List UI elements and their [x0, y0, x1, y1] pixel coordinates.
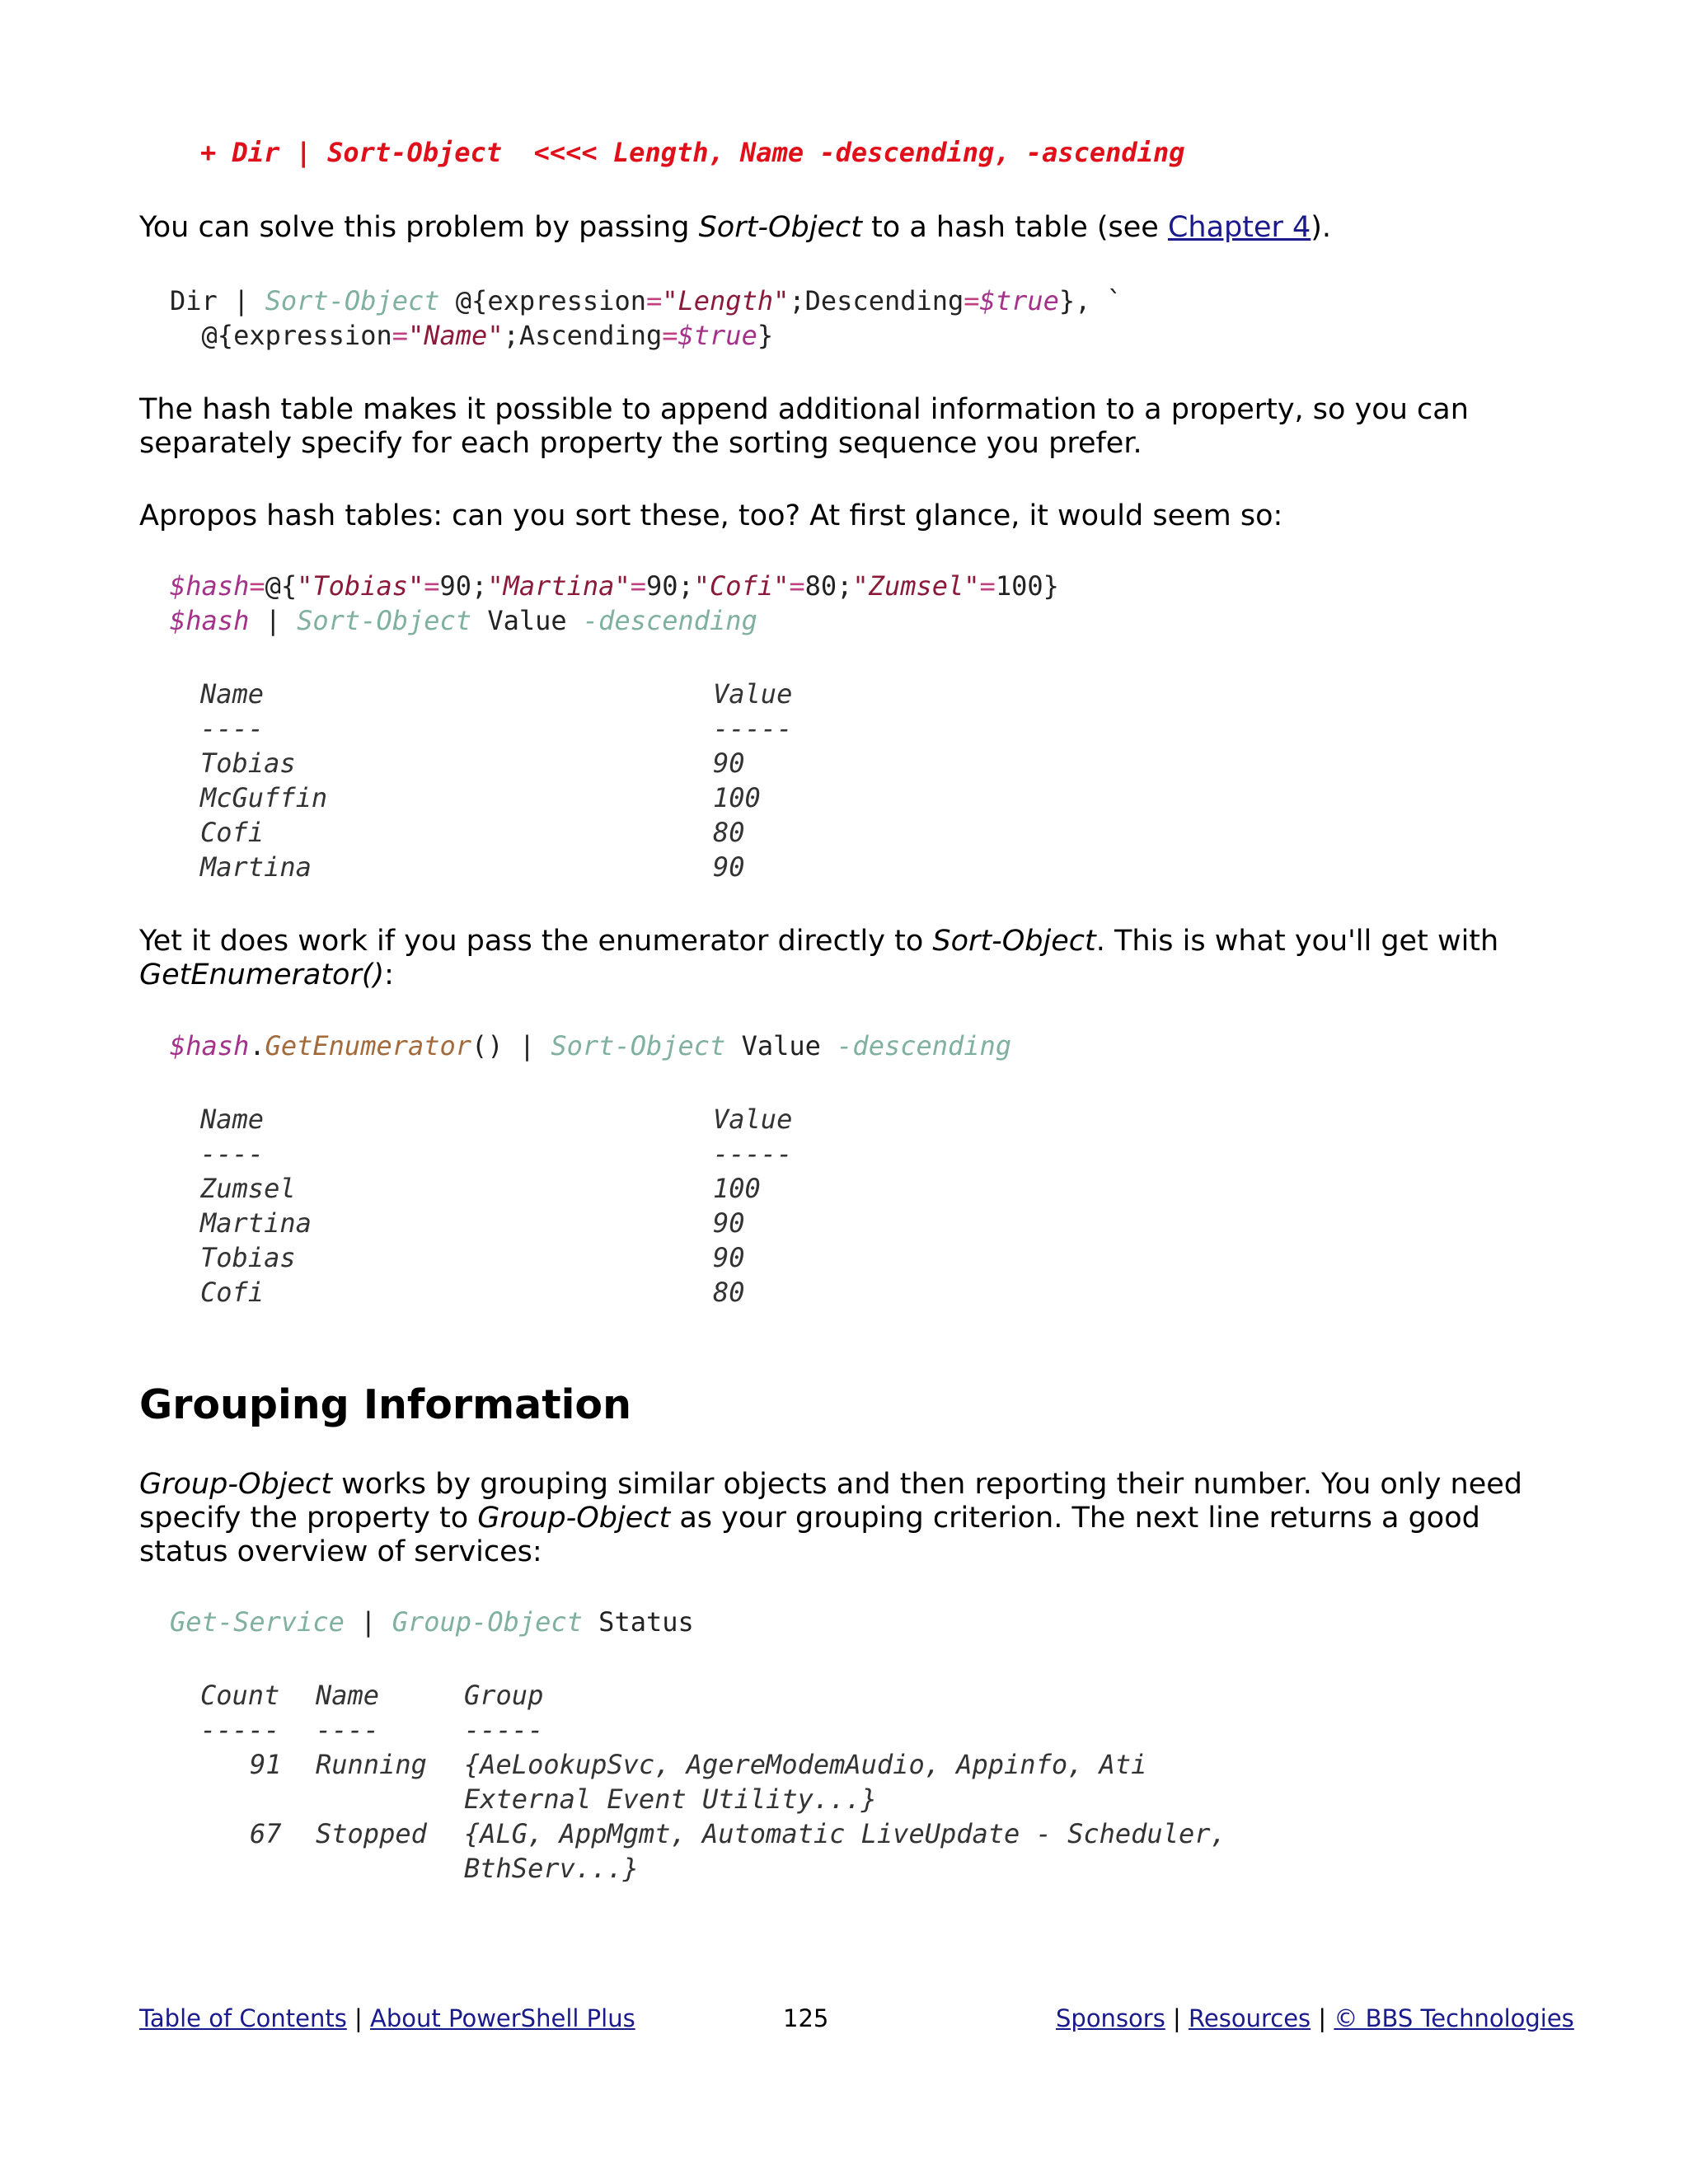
table-row-continuation: [200, 1782, 877, 1816]
code-variable: $hash: [170, 570, 250, 602]
table-underline: -----: [713, 1138, 793, 1169]
table-header-name: Name: [200, 1104, 265, 1135]
about-powershell-plus-link[interactable]: About PowerShell Plus: [370, 2004, 635, 2032]
code-text: .: [249, 1030, 265, 1062]
table-of-contents-link[interactable]: Table of Contents: [139, 2004, 347, 2032]
table-header-row: [200, 1678, 544, 1713]
paragraph-enumerator: [139, 925, 1557, 992]
table-header-value: Value: [713, 1104, 793, 1135]
table-cell-name: McGuffin: [200, 782, 328, 813]
table-row: [200, 1206, 745, 1240]
table-cell-name: Cofi: [200, 1277, 265, 1308]
p4-text-after: :: [384, 958, 394, 991]
code-operator: =: [424, 570, 440, 602]
table-cell-count: 67: [250, 1818, 282, 1849]
code-text: 100}: [995, 570, 1059, 602]
table-header-group: Group: [464, 1680, 544, 1711]
code-variable: $true: [979, 285, 1059, 316]
code-text: @{expression: [439, 285, 646, 316]
code-text: }, `: [1058, 285, 1123, 316]
table-row: [200, 1171, 761, 1206]
table-cell-value: 90: [713, 748, 745, 779]
code-parameter: -descending: [837, 1030, 1012, 1062]
table-cell-name: Zumsel: [200, 1173, 296, 1204]
table-cell-name: Martina: [200, 851, 312, 883]
table-cell-group: {AeLookupSvc, AgereModemAudio, Appinfo, Ati: [464, 1749, 1147, 1780]
code-text: |: [344, 1606, 392, 1638]
table-row: [200, 746, 745, 780]
p1-text-after: ).: [1311, 211, 1332, 244]
p4-text-before: Yet it does work if you pass the enumerator directly to: [139, 925, 933, 958]
resources-link[interactable]: Resources: [1189, 2004, 1311, 2032]
code-text: Status: [582, 1606, 694, 1638]
table-cell-name: Stopped: [316, 1818, 427, 1849]
table-cell-group: {ALG, AppMgmt, Automatic LiveUpdate - Scheduler,: [464, 1818, 1226, 1849]
table-row: [200, 1816, 1226, 1851]
code-variable: $hash: [170, 605, 250, 636]
table-cell-value: 100: [713, 782, 761, 813]
table-underline: ----: [200, 713, 265, 744]
table-row: [200, 1240, 745, 1275]
table-header-row: [200, 677, 793, 711]
code-cmdlet: Get-Service: [170, 1606, 345, 1638]
p4-text-middle: . This is what you'll get with: [1095, 925, 1499, 958]
table-header-row: [200, 1102, 793, 1137]
code-text: Dir |: [170, 285, 265, 316]
output-table-3: [200, 1678, 1226, 1886]
p5-emphasis-group-object-2: Group-Object: [477, 1502, 671, 1535]
code-operator: =: [789, 570, 805, 602]
table-underline: ----: [316, 1714, 380, 1746]
page-number: 125: [783, 2004, 829, 2032]
code-string: "Zumsel": [852, 570, 980, 602]
code-string: "Length": [662, 285, 790, 316]
table-cell-value: 80: [713, 817, 745, 848]
p4-emphasis-getenumerator: GetEnumerator(): [139, 958, 385, 991]
code-string: "Cofi": [693, 570, 790, 602]
code-block-group-object: [170, 1605, 694, 1639]
code-text: }: [757, 320, 774, 351]
footer-separator: |: [346, 2004, 371, 2032]
table-underline-row: [200, 1137, 793, 1171]
paragraph-apropos: Apropos hash tables: can you sort these, too? At first glance, it would seem so:: [139, 499, 1283, 532]
paragraph-group-object: [139, 1468, 1557, 1569]
table-underline: -----: [464, 1714, 544, 1746]
table-cell-name: Running: [316, 1749, 427, 1780]
footer-separator: |: [1311, 2004, 1334, 2032]
table-header-count: Count: [200, 1680, 280, 1711]
footer-right-links: [1056, 2004, 1574, 2033]
code-text: 90;: [645, 570, 694, 602]
p5-text-b: as your grouping criterion. The next line returns a good status overview of services:: [139, 1502, 1480, 1568]
table-row-continuation: [200, 1851, 639, 1886]
section-heading: Grouping Information: [139, 1381, 631, 1428]
table-cell-name: Tobias: [200, 748, 296, 779]
output-table-2: [200, 1102, 793, 1310]
code-operator: =: [645, 285, 663, 316]
code-block-getenumerator: [170, 1029, 1011, 1063]
code-text: Value: [471, 605, 583, 636]
code-text: ;Ascending: [503, 320, 663, 351]
table-cell-group: External Event Utility...}: [464, 1783, 877, 1815]
code-text: 90;: [439, 570, 488, 602]
code-string: "Martina": [487, 570, 631, 602]
table-underline: -----: [200, 1714, 280, 1746]
table-cell-value: 90: [713, 1207, 745, 1239]
paragraph-sort-hash: [139, 211, 1557, 245]
p5-text-a: works by grouping similar objects and then reporting their number. You only need specify the property to: [139, 1468, 1523, 1535]
code-operator: =: [662, 320, 678, 351]
code-parameter: -descending: [582, 605, 757, 636]
paragraph-hash-table-explanation: The hash table makes it possible to append additional information to a property, so you can separately specify for each property the sorting sequence you prefer.: [139, 393, 1469, 460]
code-text: () |: [471, 1030, 551, 1062]
code-text: ;Descending: [789, 285, 964, 316]
code-string: "Name": [407, 320, 504, 351]
code-block-sort-hash: [170, 284, 1123, 353]
code-block-hash-sort: [170, 569, 1059, 638]
code-operator: =: [630, 570, 646, 602]
table-cell-count: 91: [250, 1749, 282, 1780]
table-cell-name: Martina: [200, 1207, 312, 1239]
code-operator: =: [249, 570, 265, 602]
code-cmdlet: Sort-Object: [551, 1030, 726, 1062]
table-row: [200, 815, 745, 850]
table-cell-value: 90: [713, 851, 745, 883]
code-text: Value: [725, 1030, 837, 1062]
table-underline-row: [200, 711, 793, 746]
code-operator: =: [979, 570, 996, 602]
table-cell-value: 90: [713, 1242, 745, 1273]
code-cmdlet: Sort-Object: [297, 605, 472, 636]
table-row: [200, 780, 761, 815]
table-header-value: Value: [713, 678, 793, 710]
table-cell-value: 80: [713, 1277, 745, 1308]
table-cell-name: Cofi: [200, 817, 265, 848]
code-variable: $hash: [170, 1030, 250, 1062]
code-operator: =: [964, 285, 980, 316]
footer-separator: |: [1165, 2004, 1189, 2032]
code-cmdlet: Group-Object: [392, 1606, 583, 1638]
chapter-4-link[interactable]: Chapter 4: [1167, 211, 1311, 244]
table-header-name: Name: [200, 678, 265, 710]
copyright-link[interactable]: © BBS Technologies: [1334, 2004, 1574, 2032]
code-string: "Tobias": [297, 570, 424, 602]
output-table-1: [200, 677, 793, 884]
table-underline: ----: [200, 1138, 265, 1169]
table-row: [200, 1747, 1147, 1782]
code-text: @{: [265, 570, 298, 602]
table-header-name: Name: [316, 1680, 380, 1711]
p1-text-before: You can solve this problem by passing: [139, 211, 699, 244]
sponsors-link[interactable]: Sponsors: [1056, 2004, 1165, 2032]
p1-emphasis: Sort-Object: [698, 211, 862, 244]
table-underline: -----: [713, 713, 793, 744]
code-method: GetEnumerator: [265, 1030, 472, 1062]
code-text: @{expression: [201, 320, 392, 351]
table-row: [200, 850, 745, 884]
table-underline-row: [200, 1713, 544, 1747]
table-cell-value: 100: [713, 1173, 761, 1204]
code-text: |: [249, 605, 298, 636]
code-text: 80;: [804, 570, 853, 602]
table-cell-group: BthServ...}: [464, 1853, 639, 1884]
code-cmdlet: Sort-Object: [265, 285, 440, 316]
footer-left-links: [139, 2004, 635, 2033]
p4-emphasis-sort-object: Sort-Object: [932, 925, 1096, 958]
table-row: [200, 1275, 745, 1310]
p1-text-middle: to a hash table (see: [861, 211, 1168, 244]
code-operator: =: [392, 320, 408, 351]
p5-emphasis-group-object: Group-Object: [139, 1468, 332, 1501]
table-cell-name: Tobias: [200, 1242, 296, 1273]
error-command-line: + Dir | Sort-Object <<<< Length, Name -descending, -ascending: [200, 137, 1185, 168]
code-variable: $true: [678, 320, 757, 351]
